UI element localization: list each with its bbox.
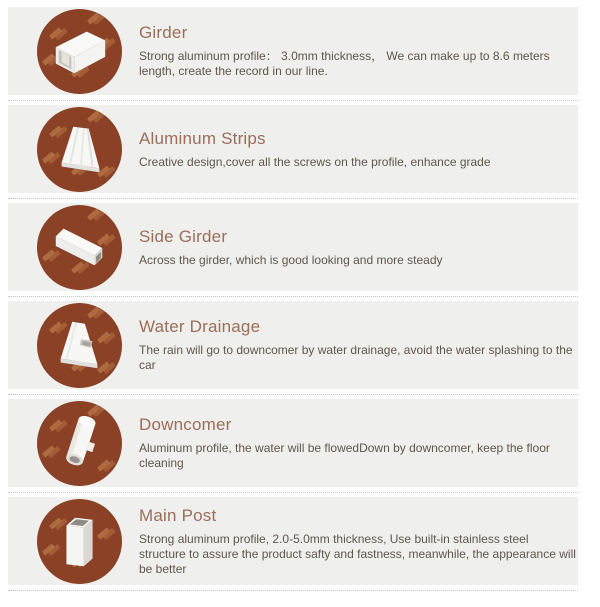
girder-photo-circle [37, 9, 122, 94]
main-post-photo-circle [37, 499, 122, 584]
side-girder-icon [49, 216, 111, 278]
downcomer-photo-circle [37, 401, 122, 486]
feature-row-girder [8, 7, 578, 95]
water-drainage-photo-circle [37, 303, 122, 388]
row-separator [8, 585, 578, 595]
girder-icon [49, 20, 111, 82]
feature-text [139, 506, 578, 577]
feature-description: Strong aluminum profile： 3.0mm thickness， We can make up to 8.6 meters length, create the record in our line. [139, 49, 550, 78]
feature-row-main-post [8, 497, 578, 585]
feature-row-aluminum-strips [8, 105, 578, 193]
feature-text [139, 227, 443, 268]
feature-row-water-drainage [8, 301, 578, 389]
feature-title: Water Drainage [139, 317, 261, 336]
row-separator [8, 291, 578, 301]
feature-title: Downcomer [139, 415, 232, 434]
water-drainage-icon [49, 314, 111, 376]
feature-description: Aluminum profile, the water will be flowedDown by downcomer, keep the floor cleaning [139, 441, 550, 470]
downcomer-icon [49, 412, 111, 474]
row-separator [8, 193, 578, 203]
row-separator [8, 95, 578, 105]
feature-list [8, 7, 578, 595]
feature-text [139, 317, 578, 373]
feature-title: Main Post [139, 505, 217, 525]
feature-text [139, 129, 491, 170]
aluminum-strips-photo-circle [37, 107, 122, 192]
main-post-icon [49, 510, 111, 572]
side-girder-photo-circle [37, 205, 122, 290]
row-separator [8, 487, 578, 497]
feature-title: Aluminum Strips [139, 128, 266, 148]
feature-row-downcomer [8, 399, 578, 487]
feature-description: Creative design,cover all the screws on the profile, enhance grade [139, 154, 491, 169]
feature-title: Side Girder [139, 226, 228, 246]
feature-description: Strong aluminum profile, 2.0-5.0mm thickness, Use built-in stainless steel structure to assure the product safty and fastness, meanwhile, the appearance will be better [139, 531, 576, 576]
feature-row-side-girder [8, 203, 578, 291]
row-separator [8, 389, 578, 399]
aluminum-strips-icon [49, 118, 111, 180]
feature-description: Across the girder, which is good looking and more steady [139, 252, 443, 267]
feature-text [139, 23, 578, 79]
feature-description: The rain will go to downcomer by water drainage, avoid the water splashing to the car [139, 343, 573, 372]
feature-text [139, 415, 578, 471]
feature-title: Girder [139, 23, 188, 42]
